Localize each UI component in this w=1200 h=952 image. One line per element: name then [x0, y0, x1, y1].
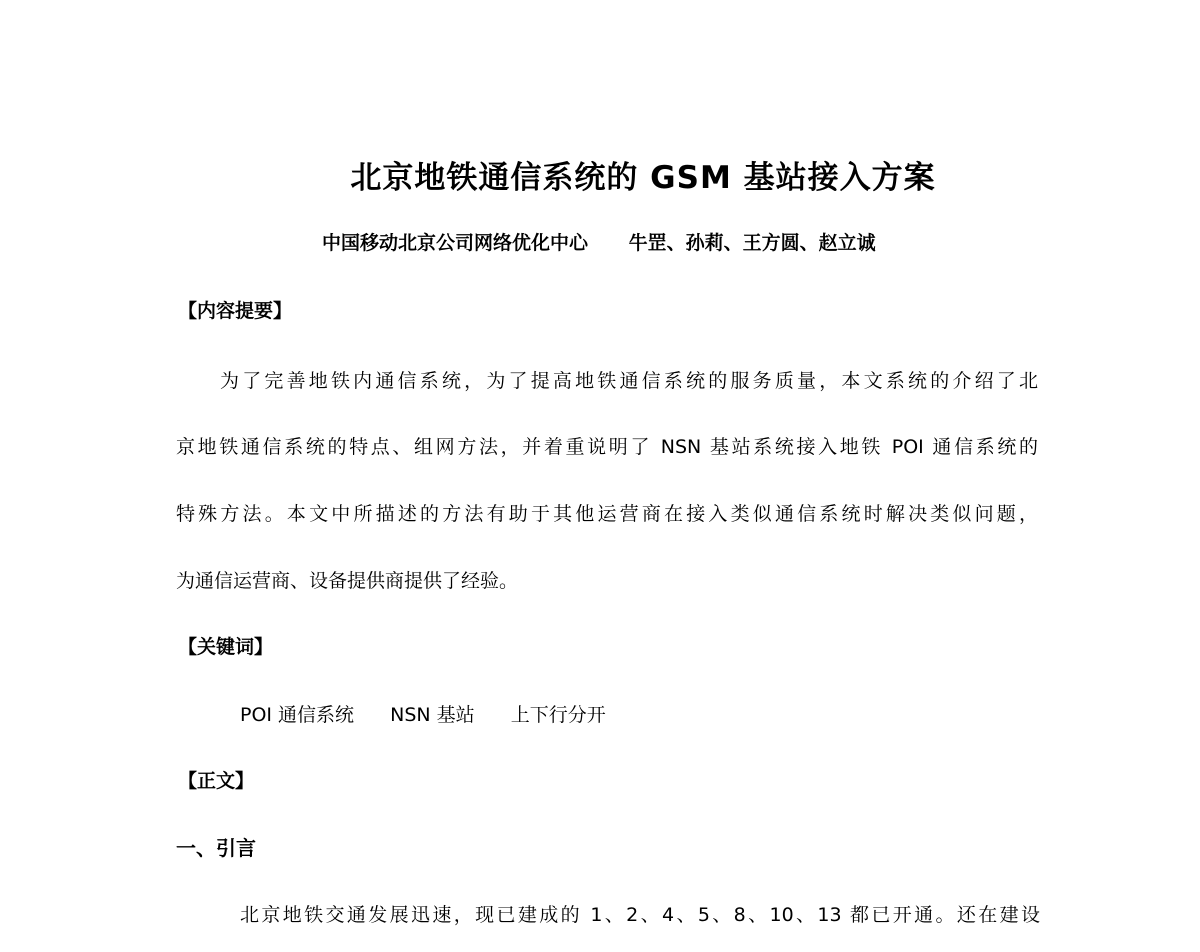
- abstract-line: 京地铁通信系统的特点、组网方法，并着重说明了 NSN 基站系统接入地铁 POI 通信系统的: [176, 436, 1038, 458]
- abstract-label: 【内容提要】: [178, 300, 293, 322]
- author-organization: 中国移动北京公司网络优化中心: [322, 232, 589, 254]
- keyword-item: POI 通信系统: [240, 704, 355, 726]
- keyword-item: NSN 基站: [390, 704, 475, 726]
- document-title: 北京地铁通信系统的 GSM 基站接入方案: [350, 160, 936, 196]
- body-text-line: 北京地铁交通发展迅速，现已建成的 1、2、4、5、8、10、13 都已开通。还在建设: [240, 904, 1040, 926]
- author-line: [322, 228, 876, 255]
- abstract-line: 为通信运营商、设备提供商提供了经验。: [176, 570, 519, 592]
- abstract-line: 为了完善地铁内通信系统，为了提高地铁通信系统的服务质量，本文系统的介绍了北: [220, 370, 1038, 392]
- body-label: 【正文】: [178, 770, 255, 792]
- keyword-item: 上下行分开: [510, 704, 606, 726]
- author-names: 牛罡、孙莉、王方圆、赵立诚: [628, 232, 876, 254]
- abstract-line: 特殊方法。本文中所描述的方法有助于其他运营商在接入类似通信系统时解决类似问题，: [176, 503, 1038, 525]
- section-heading: 一、引言: [176, 836, 256, 860]
- keywords-label: 【关键词】: [178, 636, 274, 658]
- keywords-list: [240, 700, 636, 727]
